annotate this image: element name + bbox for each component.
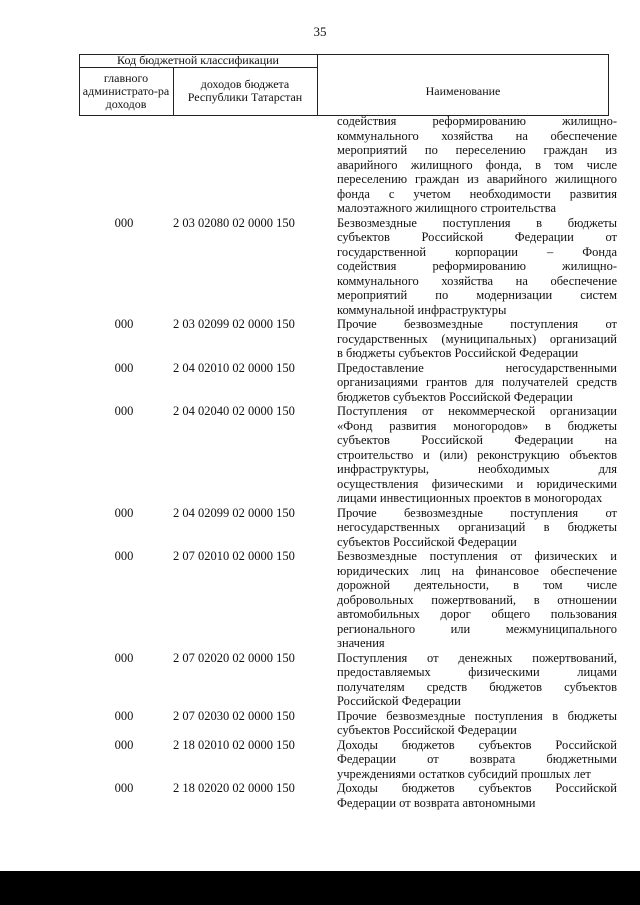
item-name-line: Российской Федерации xyxy=(337,694,461,708)
admin-code: 000 xyxy=(114,708,134,723)
item-name-line: в бюджеты субъектов Российской Федерации xyxy=(337,346,579,360)
item-name-line: фонда с учетом необходимости развития xyxy=(337,186,617,201)
item-name-line: Безвозмездные поступления в бюджеты xyxy=(337,215,617,230)
item-name-line: Доходы бюджетов субъектов Российской xyxy=(337,737,617,752)
scan-bottom-edge xyxy=(0,871,640,905)
table-row xyxy=(0,506,640,550)
item-name-line: Безвозмездные поступления от физических и xyxy=(337,549,617,563)
item-name-line: добровольных пожертвований, в отношении xyxy=(337,592,617,607)
item-name-line: Федерации от возврата автономными xyxy=(337,795,536,810)
budget-code: 2 07 02030 02 0000 150 xyxy=(173,708,295,723)
budget-code: 2 07 02010 02 0000 150 xyxy=(173,549,295,563)
budget-code: 2 04 02099 02 0000 150 xyxy=(173,505,295,520)
admin-code xyxy=(85,114,163,216)
header-col-name: Наименование xyxy=(425,83,501,98)
table-row xyxy=(0,651,640,709)
item-name-line: учреждениями остатков субсидий прошлых лет xyxy=(337,766,591,781)
item-name-line: юридических лиц на финансовое обеспечение xyxy=(337,563,617,578)
item-name-line: дорожной деятельности, в том числе xyxy=(337,578,617,592)
header-col-code: доходов бюджета Республики Татарстан xyxy=(187,77,303,104)
item-name-line: Прочие безвозмездные поступления от xyxy=(337,505,617,520)
item-name-line: мероприятий по переселению граждан из xyxy=(337,143,617,157)
budget-code: 2 04 02010 02 0000 150 xyxy=(173,360,295,375)
table-row xyxy=(0,709,640,738)
item-name-line: содействия реформированию жилищно- xyxy=(337,259,617,273)
table-header xyxy=(79,54,609,116)
table-row xyxy=(0,549,640,651)
item-name-line: Прочие безвозмездные поступления в бюджеты xyxy=(337,708,617,723)
admin-code: 000 xyxy=(114,404,134,418)
table-row xyxy=(0,404,640,506)
item-name-line: «Фонд развития моногородов» в бюджеты xyxy=(337,418,617,433)
item-name-line: автомобильных дорог общего пользования xyxy=(337,607,617,621)
item-name-line: лицами инвестиционных проектов в моногородах xyxy=(337,491,603,505)
table-body xyxy=(0,114,640,810)
budget-code: 2 03 02099 02 0000 150 xyxy=(173,317,295,331)
item-name-line: мероприятий по модернизации систем xyxy=(337,288,617,302)
item-name-line: осуществления физическими и юридическими xyxy=(337,476,617,491)
table-row xyxy=(0,114,640,216)
header-col-admin: главного администрато-ра доходов xyxy=(82,70,170,111)
table-row xyxy=(0,781,640,810)
item-name-line: получателям средств бюджетов субъектов xyxy=(337,679,617,694)
table-row xyxy=(0,361,640,405)
admin-code: 000 xyxy=(114,781,134,795)
item-name-line: организациями грантов для получателей средств xyxy=(337,375,617,389)
item-name xyxy=(337,651,617,709)
item-name xyxy=(337,404,617,506)
table-row xyxy=(0,738,640,782)
item-name-line: государственных (муниципальных) организаций xyxy=(337,331,617,346)
item-name xyxy=(337,317,617,361)
admin-code: 000 xyxy=(114,549,134,563)
admin-code: 000 xyxy=(114,650,134,665)
item-name xyxy=(337,216,617,318)
item-name-line: государственной корпорации – Фонда xyxy=(337,244,617,259)
item-name xyxy=(337,114,617,216)
item-name xyxy=(337,781,617,810)
budget-code: 2 18 02010 02 0000 150 xyxy=(173,737,295,752)
budget-code xyxy=(173,114,343,216)
item-name-line: малоэтажного жилищного строительства xyxy=(337,201,557,215)
item-name-line: переселению граждан из аварийного жилищного xyxy=(337,172,617,186)
item-name-line: негосударственных организаций в бюджеты xyxy=(337,520,617,534)
item-name-line: Предоставление негосударственными xyxy=(337,360,617,375)
admin-code: 000 xyxy=(114,505,134,520)
item-name-line: предоставляемых физическими лицами xyxy=(337,665,617,679)
item-name-line: регионального или межмуниципального xyxy=(337,621,617,636)
item-name-line: инфраструктуры, необходимых для xyxy=(337,462,617,476)
item-name-line: содействия реформированию жилищно- xyxy=(337,114,617,128)
admin-code: 000 xyxy=(114,737,134,752)
item-name-line: субъектов Российской Федерации от xyxy=(337,230,617,244)
item-name-line: строительство и (или) реконструкцию объектов xyxy=(337,447,617,462)
item-name-line: субъектов Российской Федерации на xyxy=(337,433,617,447)
item-name xyxy=(337,738,617,782)
item-name xyxy=(337,709,617,738)
item-name-line: аварийного жилищного фонда, в том числе xyxy=(337,157,617,172)
item-name-line: бюджетов субъектов Российской Федерации xyxy=(337,389,573,404)
budget-code: 2 03 02080 02 0000 150 xyxy=(173,215,295,230)
page-number: 35 xyxy=(313,24,327,39)
admin-code: 000 xyxy=(114,317,134,331)
admin-code: 000 xyxy=(114,360,134,375)
budget-code: 2 18 02020 02 0000 150 xyxy=(173,781,295,795)
budget-code: 2 04 02040 02 0000 150 xyxy=(173,404,295,418)
item-name-line: Поступления от некоммерческой организации xyxy=(337,404,617,418)
budget-code: 2 07 02020 02 0000 150 xyxy=(173,650,295,665)
item-name xyxy=(337,549,617,651)
item-name-line: значения xyxy=(337,636,385,650)
item-name-line: Доходы бюджетов субъектов Российской xyxy=(337,781,617,795)
item-name-line: Поступления от денежных пожертвований, xyxy=(337,650,617,665)
table-row xyxy=(0,216,640,318)
item-name-line: коммунальной инфраструктуры xyxy=(337,302,507,317)
item-name-line: субъектов Российской Федерации xyxy=(337,723,517,737)
table-row xyxy=(0,317,640,361)
admin-code: 000 xyxy=(114,215,134,230)
item-name xyxy=(337,361,617,405)
item-name-line: коммунального хозяйства на обеспечение xyxy=(337,273,617,288)
item-name-line: коммунального хозяйства на обеспечение xyxy=(337,128,617,143)
item-name-line: Прочие безвозмездные поступления от xyxy=(337,317,617,331)
item-name-line: Федерации от возврата бюджетными xyxy=(337,752,617,766)
header-group-title: Код бюджетной классификации xyxy=(117,53,279,67)
item-name-line: субъектов Российской Федерации xyxy=(337,534,517,549)
item-name xyxy=(337,506,617,550)
